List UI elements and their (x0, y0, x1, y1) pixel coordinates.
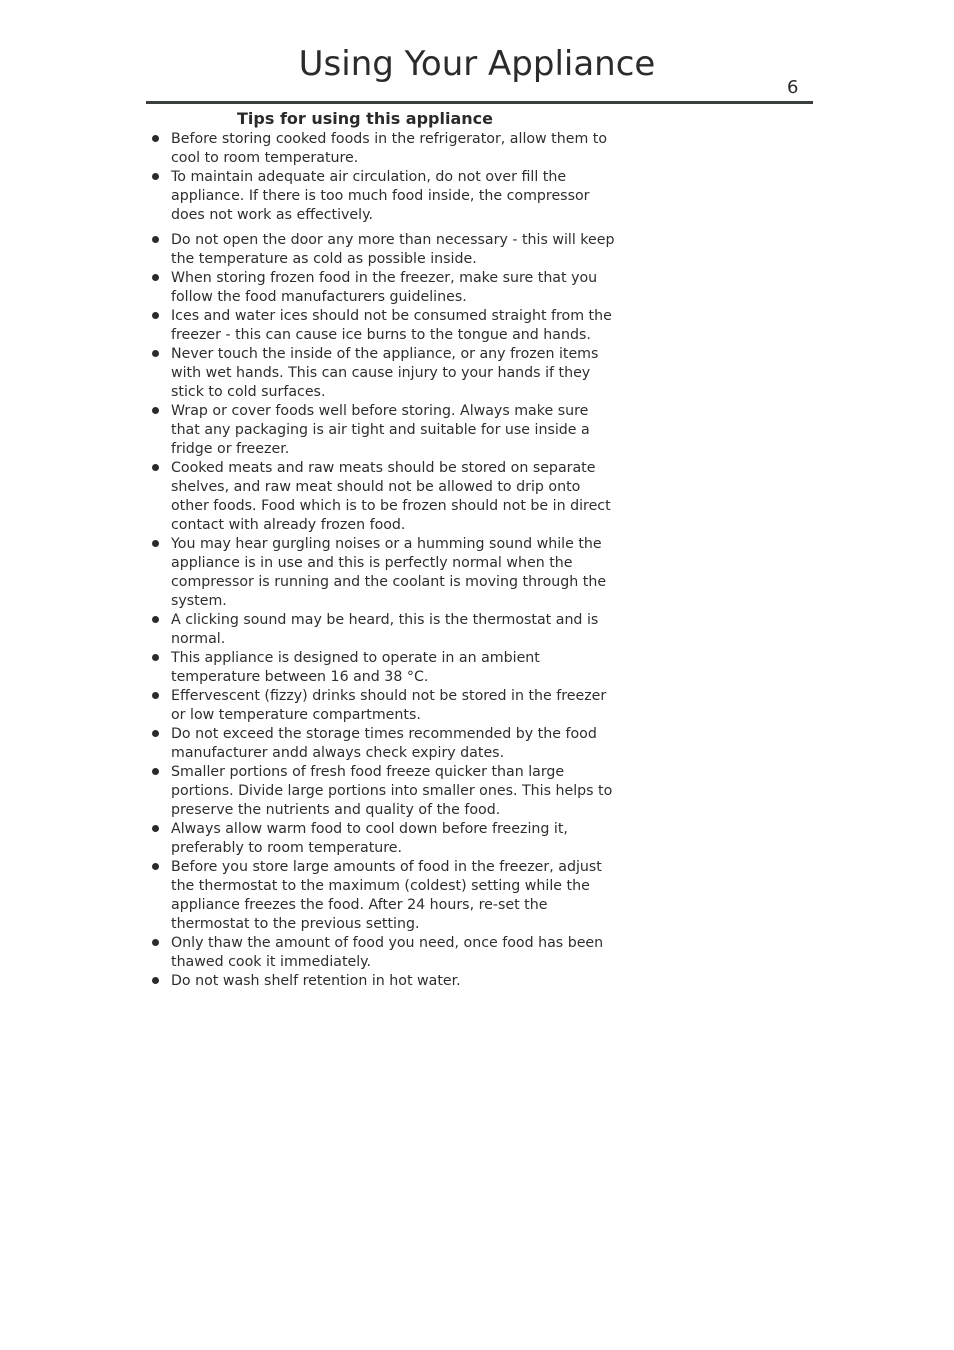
tip-text: Never touch the inside of the appliance, or any frozen items with wet hands. This can cause injury to your hands if they stick to cold surfaces. (171, 346, 599, 400)
tip-text: Always allow warm food to cool down before freezing it, preferably to room temperature. (171, 821, 568, 856)
list-item (150, 231, 620, 269)
bullet-icon (152, 350, 159, 357)
list-item (150, 725, 620, 763)
bullet-icon (152, 407, 159, 414)
bullet-icon (152, 863, 159, 870)
tip-text: Wrap or cover foods well before storing. Always make sure that any packaging is air tight and suitable for use inside a fridge or freezer. (171, 403, 590, 457)
bullet-icon (152, 135, 159, 142)
list-item (150, 820, 620, 858)
bullet-icon (152, 616, 159, 623)
list-item (150, 763, 620, 820)
bullet-icon (152, 768, 159, 775)
page-title: Using Your Appliance (298, 44, 656, 84)
tip-text: Do not open the door any more than necessary - this will keep the temperature as cold as possible inside. (171, 232, 615, 267)
tip-text: Before storing cooked foods in the refrigerator, allow them to cool to room temperature. (171, 131, 608, 166)
list-item (150, 611, 620, 649)
bullet-icon (152, 939, 159, 946)
bullet-icon (152, 173, 159, 180)
list-item (150, 934, 620, 972)
tip-text: Ices and water ices should not be consumed straight from the freezer - this can cause ice burns to the tongue and hands. (171, 308, 612, 343)
tip-text: Cooked meats and raw meats should be stored on separate shelves, and raw meat should not be allowed to drip onto other foods. Food which is to be frozen should not be in direct contact with already frozen food. (171, 460, 611, 533)
tip-text: To maintain adequate air circulation, do not over fill the appliance. If there is too much food inside, the compressor does not work as effectively. (171, 169, 590, 223)
bullet-icon (152, 692, 159, 699)
list-item (150, 535, 620, 611)
bullet-icon (152, 540, 159, 547)
tip-text: This appliance is designed to operate in an ambient temperature between 16 and 38 °C. (171, 650, 540, 685)
header-divider (146, 101, 813, 104)
page-number: 6 (787, 77, 799, 98)
list-item (150, 972, 620, 991)
list-item (150, 687, 620, 725)
list-item (150, 307, 620, 345)
bullet-icon (152, 654, 159, 661)
bullet-icon (152, 464, 159, 471)
list-item (150, 130, 620, 168)
bullet-icon (152, 730, 159, 737)
tip-text: Smaller portions of fresh food freeze quicker than large portions. Divide large portions into smaller ones. This helps to preserve the nutrients and quality of the food. (171, 764, 613, 818)
bullet-icon (152, 312, 159, 319)
list-item (150, 269, 620, 307)
list-item (150, 459, 620, 535)
bullet-icon (152, 825, 159, 832)
tip-text: Only thaw the amount of food you need, once food has been thawed cook it immediately. (171, 935, 604, 970)
tip-text: You may hear gurgling noises or a humming sound while the appliance is in use and this is perfectly normal when the compressor is running and the coolant is moving through the system. (171, 536, 607, 609)
section-heading: Tips for using this appliance (237, 109, 493, 128)
tip-text: Before you store large amounts of food in the freezer, adjust the thermostat to the maximum (coldest) setting while the appliance freezes the food. After 24 hours, re-set the thermostat to the previous setting. (171, 859, 602, 932)
bullet-icon (152, 236, 159, 243)
tips-list (150, 130, 620, 991)
tip-text: Do not exceed the storage times recommended by the food manufacturer andd always check expiry dates. (171, 726, 597, 761)
list-item (150, 402, 620, 459)
tip-text: A clicking sound may be heard, this is the thermostat and is normal. (171, 612, 599, 647)
list-item (150, 858, 620, 934)
list-item (150, 649, 620, 687)
list-item (150, 168, 620, 225)
list-item (150, 345, 620, 402)
bullet-icon (152, 274, 159, 281)
tip-text: When storing frozen food in the freezer, make sure that you follow the food manufacturers guidelines. (171, 270, 598, 305)
tip-text: Do not wash shelf retention in hot water. (171, 973, 461, 989)
tip-text: Effervescent (fizzy) drinks should not be stored in the freezer or low temperature compartments. (171, 688, 607, 723)
bullet-icon (152, 977, 159, 984)
